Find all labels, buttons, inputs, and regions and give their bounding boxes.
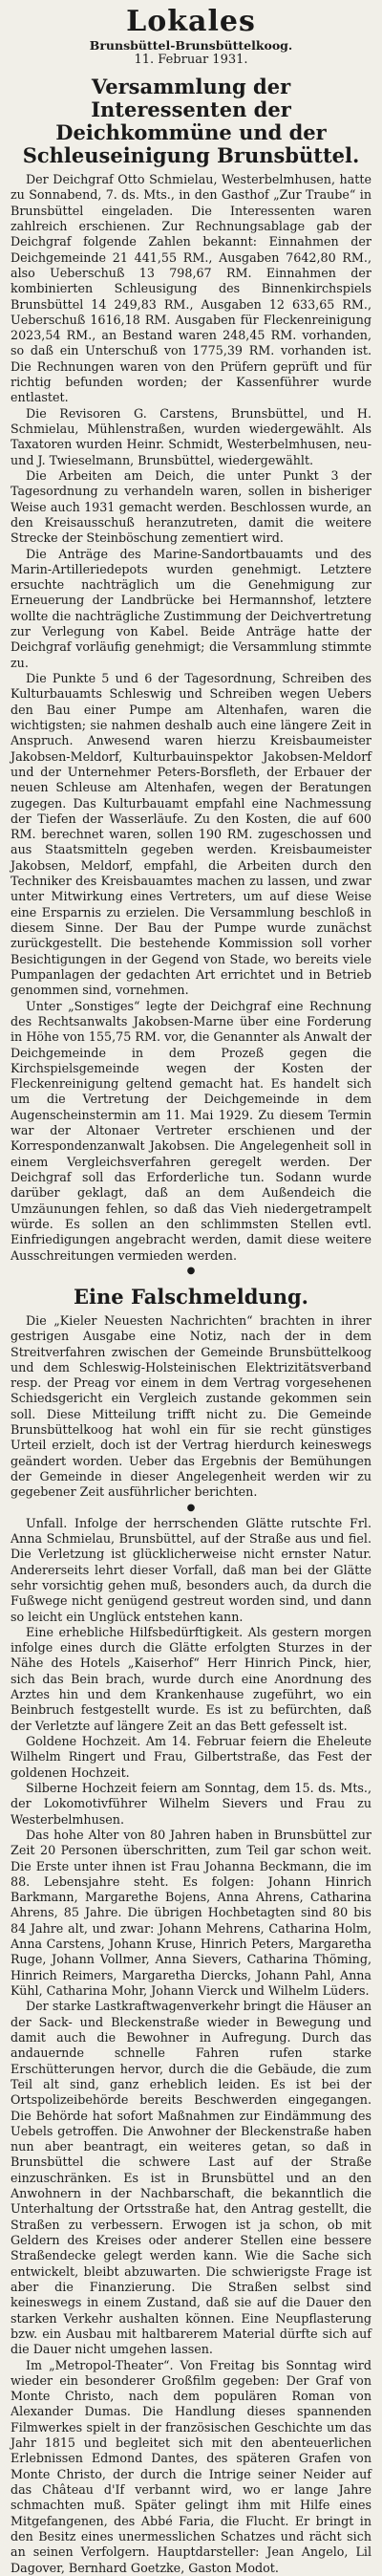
separator-dot: ● <box>186 1502 196 1513</box>
masthead <box>11 6 371 68</box>
news-item: Der starke Lastkraftwagenverkehr bringt die Häuser an der Sack- und Bleckenstraße wieder in Bewegung und damit auch die Bewohner in Aufregung. Durch das andauernde schnelle Fahren rufen starke Erschütterungen hervor, durch die die Gebäude, die zum Teil alt sind, ganz erheblich leiden. Es ist bei der Ortspolizeibehörde bereits Beschwerden eingegangen. Die Behörde hat sofort Maßnahmen zur Eindämmung des Uebels getroffen. Die Anwohner der Bleckenstraße haben nun aber beantragt, ein weiteres getan, so daß in Brunsbüttel die schwere Last auf der Straße einzuschränken. Es ist in Brunsbüttel und an den Anwohnern in der Nachbarschaft, die bekanntlich die Unterhaltung der Ortsstraße hat, den Antrag gestellt, die Straßen zu verbessern. Erwogen ist ja schon, ob mit Geldern des Kreises oder anderer Stellen eine bessere Straßendecke gelegt werden kann. Wie die Sache sich entwickelt, bleibt abzuwarten. Die schwierigste Frage ist aber die Finanzierung. Die Straßen selbst sind keineswegs in einem Zustand, daß sie auf die Dauer den starken Verkehr aushalten können. Eine Neupflasterung bzw. ein Ausbau mit haltbarerem Material dürfte sich auf die Dauer nicht umgehen lassen. <box>11 1999 371 2357</box>
article-body <box>11 172 371 1264</box>
news-item: Unfall. Infolge der herrschenden Glätte rutschte Frl. Anna Schmielau, Brunsbüttel, auf der Straße aus und fiel. Die Verletzung ist glücklicherweise nicht ernster Natur. Andererseits lehrt dieser Vorfall, daß man bei der Glätte sehr vorsichtig gehen muß, besonders auch, da durch die Fußwege nicht genügend gestreut worden sind, und dann so leicht ein Unglück entstehen kann. <box>11 1515 371 1624</box>
article-paragraph: Die Revisoren G. Carstens, Brunsbüttel, und H. Schmielau, Mühlenstraßen, wurden wiedergewählt. Als Taxatoren wurden Heinr. Schmidt, Westerbelmhusen, neu- und J. Twieselmann, Brunsbüttel, wiedergewählt. <box>11 405 371 467</box>
local-news-body <box>11 1516 371 2576</box>
article-paragraph: Der Deichgraf Otto Schmielau, Westerbelmhusen, hatte zu Sonnabend, 7. ds. Mts., in den Gasthof „Zur Traube“ in Brunsbüttel eingeladen. Die Interessenten waren zahlreich erschienen. Zur Rechnungsablage gab der Deichgraf folgende Zahlen bekannt: Einnahmen der Deichgemeinde 21 441,55 RM., Ausgaben 7642,80 RM., also Ueberschuß 13 798,67 RM. Einnahmen der kombinierten Schleusigung des Binnenkirchspiels Brunsbüttel 14 249,83 RM., Ausgaben 12 633,65 RM., Ueberschuß 1616,18 RM. Ausgaben für Fleckenreinigung 2023,54 RM., an Bestand waren 248,45 RM. vorhanden, so daß ein Unterschuß von 1775,39 RM. vorhanden ist. Die Rechnungen waren von den Prüfern geprüft und für richtig befunden worden; der Kassenführer wurde entlastet. <box>11 172 371 405</box>
news-item: Eine erhebliche Hilfsbedürftigkeit. Als gestern morgen infolge eines durch die Glätte erfolgten Sturzes in der Nähe des Hotels „Kaiserhof“ Herr Hinrich Pinck, hier, sich das Bein brach, wurde durch eine Anordnung des Arztes hin und dem Krankenhause zugeführt, wo ein Beinbruch festgestellt wurde. Es ist zu befürchten, daß der Verletzte auf längere Zeit an das Bett gefesselt ist. <box>11 1624 371 1733</box>
article-paragraph: Die Arbeiten am Deich, die unter Punkt 3 der Tagesordnung zu verhandeln waren, sollen in bisheriger Weise auch 1931 gemacht werden. Beschlossen wurde, an den Kreisausschuß heranzutreten, damit die weitere Strecke der Steinböschung zementiert wird. <box>11 467 371 546</box>
article-headline: Versammlung der Interessenten der Deichkommüne und der Schleuseinigung Brunsbüttel. <box>22 75 360 167</box>
article-body <box>11 1313 371 1501</box>
section-subtitle: Brunsbüttel-Brunsbüttelkoog. <box>89 38 293 53</box>
news-item: Das hohe Alter von 80 Jahren haben in Brunsbüttel zur Zeit 20 Personen überschritten, zum Teil gar schon weit. Die Erste unter ihnen ist Frau Johanna Beckmann, die im 88. Lebensjahre steht. Es folgen: Johann Hinrich Barkmann, Margarethe Bojens, Anna Ahrens, Catharina Ahrens, 85 Jahre. Die übrigen Hochbetagten sind 80 bis 84 Jahre alt, und zwar: Johann Mehrens, Catharina Holm, Anna Carstens, Johann Kruse, Hinrich Peters, Margaretha Ruge, Johann Vollmer, Anna Sievers, Catharina Thöming, Hinrich Reimers, Margaretha Diercks, Johann Pahl, Anna Kühl, Catharina Mohr, Johann Vierck und Wilhelm Lüders. <box>11 1827 371 1998</box>
news-item: Im „Metropol-Theater“. Von Freitag bis Sonntag wird wieder ein besonderer Großfilm gegeben: Der Graf von Monte Christo, nach dem populären Roman von Alexander Dumas. Die Handlung dieses spannenden Filmwerkes spielt in der französischen Geschichte um das Jahr 1815 und begleitet sich mit den abenteuerlichen Erlebnissen Edmond Dantes, des späteren Grafen von Monte Christo, der durch die Intrige seiner Neider auf das Château d'If verbannt wird, wo er lange Jahre schmachten muß. Später gelingt ihm mit Hilfe eines Mitgefangenen, des Abbé Faria, die Flucht. Er bringt in den Besitz eines unermesslichen Schatzes und rächt sich an seinen Verfolgern. Hauptdarsteller: Jean Angelo, Lil Dagover, Bernhard Goetzke, Gaston Modot. <box>11 2357 371 2575</box>
article-headline: Eine Falschmeldung. <box>74 1284 308 1309</box>
article-paragraph: Die Punkte 5 und 6 der Tagesordnung, Schreiben des Kulturbauamts Schleswig und Schreiben wegen Uebers den Bau einer Pumpe am Altenhafen, waren die wichtigsten; sie nahmen deshalb auch eine längere Zeit in Anspruch. Anwesend waren hierzu Kreisbaumeister Jakobsen-Meldorf, Kulturbauinspektor Jakobsen-Meldorf und der Unternehmer Peters-Borsfleth, der Erbauer der neuen Schleuse am Altenhafen, wegen der Beratungen zugegen. Das Kulturbauamt empfahl eine Nachmessung der Tiefen der Wasserläufe. Zu den Kosten, die auf 600 RM. berechnet waren, sollen 190 RM. zugeschossen und aus Staatsmitteln gegeben werden. Kreisbaumeister Jakobsen, Meldorf, empfahl, die Arbeiten durch den Techniker des Kreisbauamtes machen zu lassen, und zwar unter Mitwirkung eines Vertreters, um auf diese Weise eine Ersparnis zu erzielen. Die Versammlung beschloß in diesem Sinne. Der Bau der Pumpe wurde zunächst zurückgestellt. Die bestehende Kommission soll vorher Besichtigungen in der Gegend von Stade, wo bereits viele Pumpanlagen der gedachten Art errichtet und in Betrieb genommen sind, vornehmen. <box>11 671 371 998</box>
section-title: Lokales <box>126 5 256 38</box>
article-paragraph: Unter „Sonstiges“ legte der Deichgraf eine Rechnung des Rechtsanwalts Jakobsen-Marne über eine Forderung in Höhe von 155,75 RM. vor, die Genannter als Anwalt der Deichgemeinde in dem Prozeß gegen die Kirchspielsgemeinde wegen der Kosten der Fleckenreinigung geltend gemacht hat. Es handelt sich um die Vertretung der Deichgemeinde in dem Augenscheinstermin am 11. Mai 1929. Zu diesem Termin war der Altonaer Vertreter erschienen und der Korrespondenzanwalt Jakobsen. Die Angelegenheit soll in einem Vergleichsverfahren geregelt werden. Der Deichgraf soll das Erforderliche tun. Sodann wurde darüber geklagt, daß an dem Außendeich die Umzäunungen fehlen, so daß das Vieh niedergetrampelt würde. Es sollen an den schlimmsten Stellen evtl. Einfriedigungen angebracht werden, damit diese weitere Ausschreitungen vermieden werden. <box>11 998 371 1263</box>
article-paragraph: Die Anträge des Marine-Sandortbauamts und des Marin-Artilleriedepots wurden genehmigt. Letztere ersuchte nachträglich um die Genehmigung zur Erneuerung der Landbrücke bei Hermannshof, letztere wollte die nachträgliche Zustimmung der Deichvertretung zur Verlegung von Kabel. Beide Anträge hatte der Deichgraf vorläufig genehmigt; die Versammlung stimmte zu. <box>11 546 371 670</box>
article-paragraph: Die „Kieler Neuesten Nachrichten“ brachten in ihrer gestrigen Ausgabe eine Notiz, nach der in dem Streitverfahren zwischen der Gemeinde Brunsbüttelkoog und dem Schleswig-Holsteinischen Elektrizitätsverband resp. der Preag vor einem in dem Vertrag vorgesehenen Schiedsgericht ein Vergleich zustande gekommen sein soll. Diese Mitteilung trifft nicht zu. Die Gemeinde Brunsbüttelkoog hat wohl ein für sie recht günstiges Urteil erzielt, doch ist der Vertrag hierdurch keineswegs geändert worden. Ueber das Ergebnis der Bemühungen der Gemeinde in dieser Angelegenheit werden wir zu gegebener Zeit ausführlicher berichten. <box>11 1312 371 1500</box>
separator-dot: ● <box>186 1265 196 1276</box>
news-item: Goldene Hochzeit. Am 14. Februar feiern die Eheleute Wilhelm Ringert und Frau, Gilbertstraße, das Fest der goldenen Hochzeit. <box>11 1734 371 1780</box>
issue-date: 11. Februar 1931. <box>134 53 248 67</box>
news-item: Silberne Hochzeit feiern am Sonntag, dem 15. ds. Mts., der Lokomotivführer Wilhelm Sievers und Frau zu Westerbelmhusen. <box>11 1780 371 1827</box>
